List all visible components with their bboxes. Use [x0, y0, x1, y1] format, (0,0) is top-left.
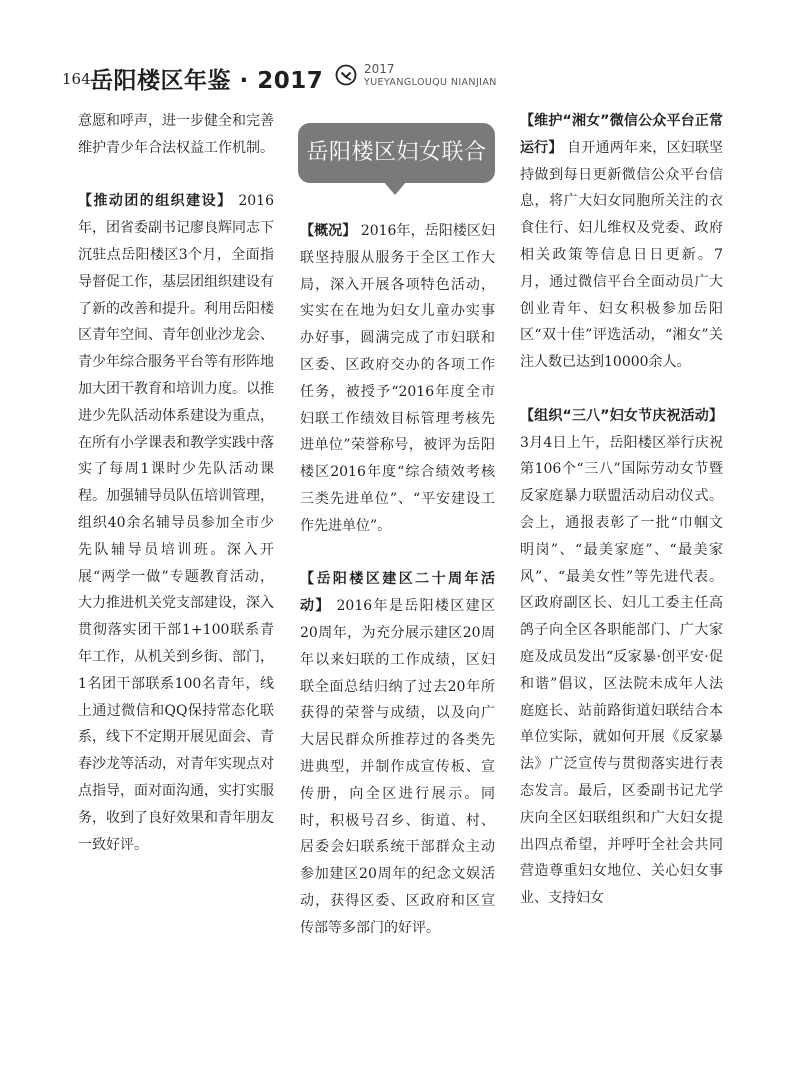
- section-heading: 【维护“湘女”微信公众平台正常运行】: [520, 113, 723, 156]
- paragraph: [520, 108, 723, 376]
- book-title: 岳阳楼区年鉴 · 2017: [90, 68, 324, 94]
- section-heading: 【岳阳楼区建区二十周年活动】: [300, 571, 495, 615]
- column-1: [78, 108, 274, 858]
- paragraph: [78, 108, 274, 162]
- column-2: [300, 218, 495, 942]
- paragraph-text: 自开通两年来，区妇联坚持做到每日更新微信公众平台信息，将广大妇女同胞所关注的衣食住行、妇儿维权及党委、政府相关政策等信息日日更新。7月，通过微信平台全面动员广大创业青年、妇女积极参加岳阳区“双十佳”评选活动，“湘女”关注人数已达到10000余人。: [520, 139, 723, 371]
- paragraph-text: 2016年，团省委副书记廖良辉同志下沉驻点岳阳楼区3个月，全面指导督促工作，基层团组织建设有了新的改善和提升。利用岳阳楼区青年空间、青年创业沙龙会、青少年综合服务平台等有形阵地加大团干教育和培训力度。以推进少先队活动体系建设为重点，在所有小学课表和教学实践中落实了每周1课时少先队活动课程。加强辅导员队伍培训管理，组织40余名辅导员参加全市少先队辅导员培训班。深入开展“两学一做”专题教育活动，大力推进机关党支部建设，深入贯彻落实团干部1+100联系青年工作，从机关到乡街、部门，1名团干部联系100名青年，线上通过微信和QQ保持常态化联系，线下不定期开展见面会、青春沙龙等活动，对青年实现点对点指导，面对面沟通，实打实服务，收到了良好效果和青年朋友一致好评。: [78, 193, 274, 853]
- paragraph-text: 2016年，岳阳楼区妇联坚持服从服务于全区工作大局，深入开展各项特色活动，实实在在地为妇女儿童办实事办好事，圆满完成了市妇联和区委、区政府交办的各项工作任务，被授予“2016年度全市妇联工作绩效目标管理考核先进单位”荣誉称号，被评为岳阳楼区2016年度“综合绩效考核三类先进单位”、“平安建设工作先进单位”。: [300, 223, 495, 534]
- section-banner: [298, 123, 495, 225]
- section-heading: 【组织“三八”妇女节庆祝活动】: [520, 407, 723, 424]
- column-3: [520, 108, 723, 912]
- paragraph: [300, 566, 495, 941]
- page-number: 164: [62, 70, 91, 88]
- paragraph: [300, 218, 495, 540]
- page-header: [62, 60, 762, 96]
- chevron-circle-icon: [335, 64, 357, 86]
- section-heading: 【概况】: [300, 223, 357, 239]
- paragraph-text: 2016年是岳阳楼区建区20周年，为充分展示建区20周年以来妇联的工作成绩，区妇联全面总结归纳了过去20年所获得的荣誉与成绩，以及向广大居民群众所推荐过的各类先进典型，并制作成宣传板、宣传册，向全区进行展示。同时，积极号召乡、街道、村、居委会妇联系统干部群众主动参加建区20周年的纪念文娱活动，获得区委、区政府和区宣传部等多部门的好评。: [300, 598, 495, 936]
- paragraph-text: 意愿和呼声，进一步健全和完善维护青少年合法权益工作机制。: [78, 113, 274, 156]
- logo-year: 2017: [364, 62, 395, 76]
- paragraph: [520, 403, 723, 912]
- paragraph-text: 3月4日上午，岳阳楼区举行庆祝第106个“三八”国际劳动女节暨反家庭暴力联盟活动启动仪式。会上，通报表彰了一批“巾帼文明岗”、“最美家庭”、“最美家风”、“最美女性”等先进代表。区政府副区长、妇儿工委主任高鸽子向全区各职能部门、广大家庭及成员发出“反家暴·创平安·促和谐”倡议，区法院未成年人法庭庭长、站前路街道妇联结合本单位实际，就如何开展《反家暴法》广泛宣传与贯彻落实进行表态发言。最后，区委副书记尤学庆向全区妇联组织和广大妇女提出四点希望，并呼吁全社会共同营造尊重妇女地位、关心妇女事业、支持妇女: [520, 434, 723, 907]
- logo-subtitle: YUEYANGLOUQU NIANJIAN: [364, 77, 497, 88]
- section-heading: 【推动团的组织建设】: [78, 193, 233, 210]
- banner-title: 岳阳楼区妇女联合会: [306, 140, 487, 225]
- paragraph: [78, 188, 274, 858]
- banner-tail: [383, 181, 407, 195]
